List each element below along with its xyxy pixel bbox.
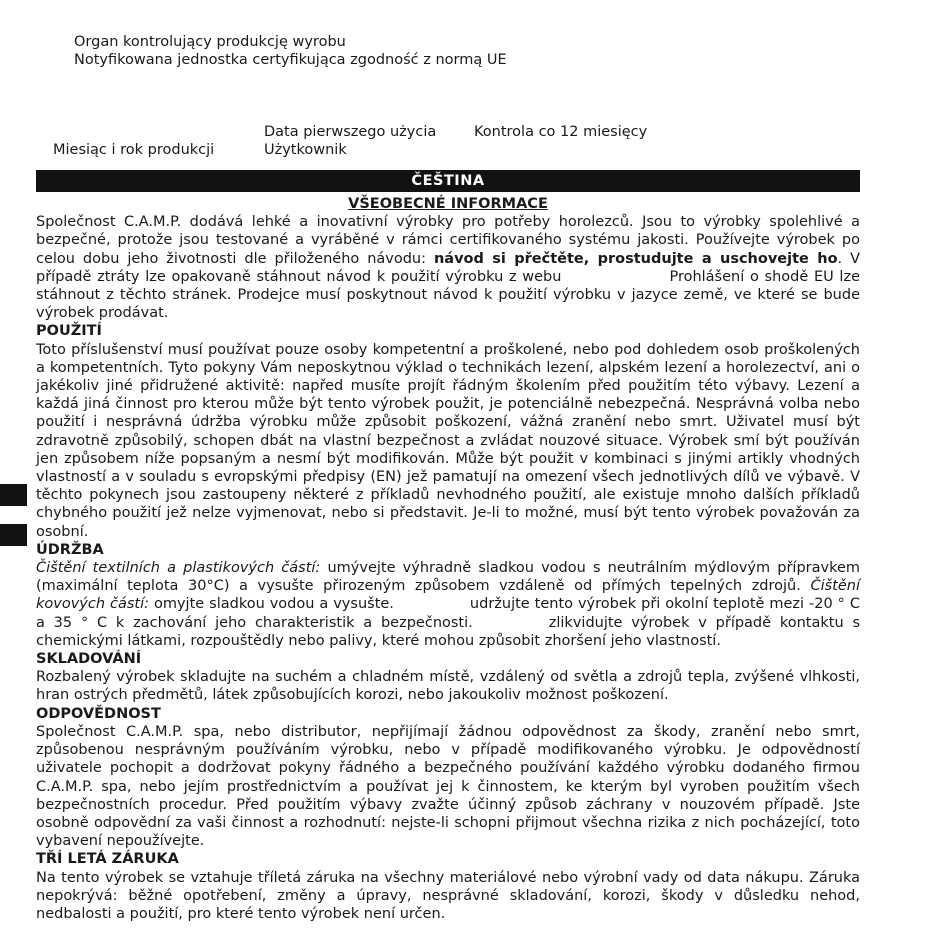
liability-paragraph: Společnost C.A.M.P. spa, nebo distributor, nepřijímají žádnou odpovědnost za škody, zranění nebo smrt, způsobenou nesprávným používáním výrobku, nebo v případě modifikovaného výrobku. Je odpovědností uživatele pochopit a dodržovat pokyny řádného a bezpečného používání každého výrobku dodaného firmou C.A.M.P. spa, nebo jejím prostřednictvím a používat jej k činnostem, ke kterým byl vyroben použitím všech bezpečnostních procedur. Před použitím výbavy zvažte účinný způsob záchrany v nouzovém případě. Jste osobně odpovědní za vaši činnost a rozhodnutí: nejste-li schopni přijmout všechna rizika z nich pocházející, toto vybavení nepoužívejte. bbox=[36, 723, 860, 850]
general-paragraph: Společnost C.A.M.P. dodává lehké a inovativní výrobky pro potřeby horolezců. Jsou to výrobky spolehlivé a bezpečné, protože jsou testované a vyráběné v rámci certifikovaného systému jakosti. Používejte výrobek po celou dobu jeho životnosti dle přiloženého návodu: návod si přečtěte, prostudujte a uschovejte ho. V případě ztráty lze opakovaně stáhnout návod k použití výrobku z webu Prohlášení o shodě EU lze stáhnout z těchto stránek. Prodejce musí poskytnout návod k použití výrobku v jazyce země, ve které se bude výrobek prodávat. bbox=[36, 214, 861, 322]
side-tab-mark-2 bbox=[0, 524, 27, 546]
user-label: Użytkownik bbox=[264, 142, 347, 158]
liability-heading: ODPOVĚDNOST bbox=[36, 705, 161, 722]
maintenance-heading: ÚDRŽBA bbox=[36, 541, 104, 558]
header-notes bbox=[74, 33, 507, 69]
side-tab-mark bbox=[0, 484, 27, 506]
storage-heading: SKLADOVÁNÍ bbox=[36, 651, 142, 668]
notified-body-label: Notyfikowana jednostka certyfikująca zgodność z normą UE bbox=[74, 52, 507, 68]
storage-paragraph: Rozbalený výrobek skladujte na suchém a chladném místě, vzdálený od světla a zdrojů tepla, zvýšené vlhkosti, hran ostrých předmětů, látek způsobujících korozi, nebo jakoukoliv možnost poškození. bbox=[36, 669, 860, 704]
first-use-label: Data pierwszego użycia bbox=[264, 124, 437, 140]
maintenance-paragraph: Čištění textilních a plastikových částí: umývejte výhradně sladkou vodou s neutrálním mýdlovým přípravkem (maximální teplota 30°C) a vysušte přirozeným způsobem vzdáleně od přímých tepelných zdrojů. Čištění kovových částí: omyjte sladkou vodou a vysušte. udržujte tento výrobek při okolní teplotě mezi -20 ° C a 35 ° C k zachování jeho charakteristik a bezpečnosti. zlikvidujte výrobek v případě kontaktu s chemickými látkami, rozpouštědly nebo palivy, které mohou způsobit zhoršení jeho vlastností. bbox=[36, 560, 861, 649]
use-heading: POUŽITÍ bbox=[36, 323, 102, 340]
control-body-label: Organ kontrolujący produkcję wyrobu bbox=[74, 34, 346, 50]
use-paragraph: Toto příslušenství musí používat pouze osoby kompetentní a proškolené, nebo pod dohledem osob proškolených a kompetentních. Tyto pokyny Vám neposkytnou výklad o technikách lezení, alpském lezení a horolezectví, ani o jakékoliv jiné přidružené aktivitě: napřed musíte projít řádným školením před použitím této výbavy. Lezení a každá jiná činnost pro kterou může být tento výrobek použit, je potenciálně nebezpečná. Nesprávná volba nebo použití i nesprávná údržba výrobku může způsobit poškození, vážná zranění nebo smrt. Uživatel musí být zdravotně způsobilý, schopen dbát na vlastní bezpečnost a zvládat nouzové situace. Výrobek smí být používán jen způsobem níže popsaným a nesmí být modifikován. Může být použit v kombinaci s jinými artikly vhodných vlastností a v souladu s evropskými předpisy (EN) jež pamatují na omezení všech jednotlivých dílů ve výbavě. V těchto pokynech jsou zastoupeny některé z příkladů nevhodného použití, ale existuje mnoho dalších příkladů chybného použití jež nelze vyjmenovat, nebo si představit. Je-li to možné, musí být tento výrobek považován za osobní. bbox=[36, 341, 860, 540]
document-body bbox=[36, 195, 860, 923]
general-bold-instruction: návod si přečtěte, prostudujte a uschovejte ho bbox=[433, 250, 838, 267]
general-heading: VŠEOBECNÉ INFORMACE bbox=[348, 196, 548, 212]
warranty-heading: TŘÍ LETÁ ZÁRUKA bbox=[36, 851, 179, 868]
language-bar: ČEŠTINA bbox=[36, 170, 860, 192]
check-interval-label: Kontrola co 12 miesięcy bbox=[474, 124, 648, 140]
production-date-label: Miesiąc i rok produkcji bbox=[53, 142, 215, 158]
warranty-paragraph: Na tento výrobek se vztahuje tříletá záruka na všechny materiálové nebo výrobní vady od data nákupu. Záruka nepokrývá: běžné opotřebení, změny a úpravy, nesprávné skladování, korozi, škody v důsledku nehod, nedbalosti a použití, pro které tento výrobek není určen. bbox=[36, 869, 860, 922]
